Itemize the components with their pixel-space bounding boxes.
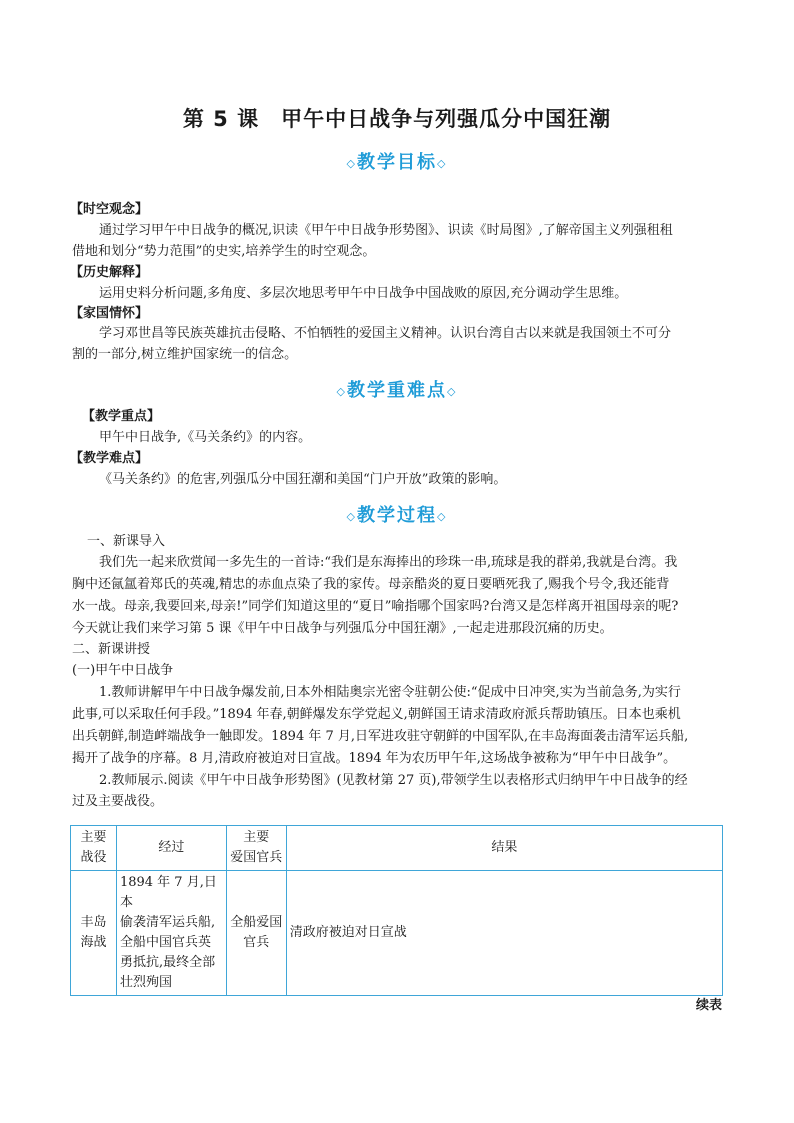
paragraph-line: 通过学习甲午中日战争的概况,识读《甲午中日战争形势图》、识读《时局图》,了解帝国主义列强租租	[99, 223, 673, 238]
table-cell-battle: 丰岛 海战	[71, 871, 117, 996]
paragraph-line: 出兵朝鲜,制造衅端战争一触即发。1894 年 7 月,日军进攻驻守朝鲜的中国军队,在丰岛海面袭击清军运兵船,	[72, 729, 689, 744]
label-difficulty: 【教学难点】	[70, 451, 149, 466]
subheading-sino-japanese-war: (一)甲午中日战争	[72, 663, 174, 678]
paragraph-line: 今天就让我们来学习第 5 课《甲午中日战争与列强瓜分中国狂潮》,一起走进那段沉痛的历史。	[72, 621, 613, 636]
table-header-row	[71, 826, 723, 871]
diamond-icon: ◇	[437, 157, 448, 170]
diamond-icon: ◇	[447, 385, 458, 398]
paragraph-line: 《马关条约》的危害,列强瓜分中国狂潮和美国“门户开放”政策的影响。	[99, 472, 507, 487]
paragraph-line: 割的一部分,树立维护国家统一的信念。	[72, 347, 298, 362]
continued-label: 续表	[695, 998, 722, 1013]
table-cell-process: 1894 年 7 月,日本 偷袭清军运兵船, 全船中国官兵英 勇抵抗,最终全部 壮烈殉国	[116, 871, 226, 996]
page-title: 第 5 课 甲午中日战争与列强瓜分中国狂潮	[182, 107, 612, 131]
paragraph-line: 2.教师展示.阅读《甲午中日战争形势图》(见教材第 27 页),带领学生以表格形式归纳甲午中日战争的经	[99, 773, 688, 788]
diamond-icon: ◇	[346, 510, 357, 523]
table-header-cell: 主要 战役	[71, 826, 117, 871]
subheading-new-lesson: 二、新课讲授	[72, 642, 151, 657]
paragraph-line: 运用史料分析问题,多角度、多层次地思考甲午中日战争中国战败的原因,充分调动学生思维。	[99, 286, 628, 301]
section-heading-process	[0, 501, 794, 527]
label-patriotism: 【家国情怀】	[70, 306, 149, 321]
diamond-icon: ◇	[336, 385, 347, 398]
battle-table	[70, 825, 723, 996]
table-cell-result: 清政府被迫对日宣战	[286, 871, 722, 996]
table-row	[71, 871, 723, 996]
paragraph-line: 胸中还氤氲着郑氏的英魂,精忠的赤血点染了我的家传。母亲酷炎的夏日要晒死我了,赐我个号令,我还能背	[72, 577, 670, 592]
section-heading-key-points	[0, 376, 794, 402]
label-history: 【历史解释】	[70, 265, 149, 280]
diamond-icon: ◇	[346, 157, 357, 170]
paragraph-line: 此事,可以采取任何手段。”1894 年春,朝鲜爆发东学党起义,朝鲜国王请求清政府派兵帮助镇压。日本也乘机	[72, 707, 681, 722]
paragraph-line: 过及主要战役。	[72, 794, 164, 809]
paragraph-line: 水一战。母亲,我要回来,母亲!”同学们知道这里的“夏日”喻指哪个国家吗?台湾又是怎样离开祖国母亲的呢?	[72, 599, 679, 614]
section-heading-text: 教学重难点	[347, 380, 447, 401]
section-heading-text: 教学过程	[357, 505, 437, 526]
label-focus: 【教学重点】	[82, 409, 161, 424]
section-heading-objectives	[0, 148, 794, 174]
paragraph-line: 我们先一起来欣赏闻一多先生的一首诗:“我们是东海捧出的珍珠一串,琉球是我的群弟,我就是台湾。我	[99, 555, 678, 570]
section-heading-text: 教学目标	[357, 152, 437, 173]
label-spacetime: 【时空观念】	[70, 202, 149, 217]
table-cell-officers: 全船爱国 官兵	[226, 871, 286, 996]
table-header-cell: 主要 爱国官兵	[226, 826, 286, 871]
paragraph-line: 揭开了战争的序幕。8 月,清政府被迫对日宣战。1894 年为农历甲午年,这场战争被称为“甲午中日战争”。	[72, 751, 677, 766]
table-header-cell: 经过	[116, 826, 226, 871]
subheading-intro: 一、新课导入	[87, 534, 166, 549]
diamond-icon: ◇	[437, 510, 448, 523]
paragraph-line: 借地和划分“势力范围”的史实,培养学生的时空观念。	[72, 244, 376, 259]
paragraph-line: 甲午中日战争,《马关条约》的内容。	[99, 430, 312, 445]
paragraph-line: 1.教师讲解甲午中日战争爆发前,日本外相陆奥宗光密令驻朝公使:“促成中日冲突,实为当前急务,为实行	[99, 685, 681, 700]
paragraph-line: 学习邓世昌等民族英雄抗击侵略、不怕牺牲的爱国主义精神。认识台湾自古以来就是我国领土不可分	[99, 326, 672, 341]
table-header-cell: 结果	[286, 826, 722, 871]
